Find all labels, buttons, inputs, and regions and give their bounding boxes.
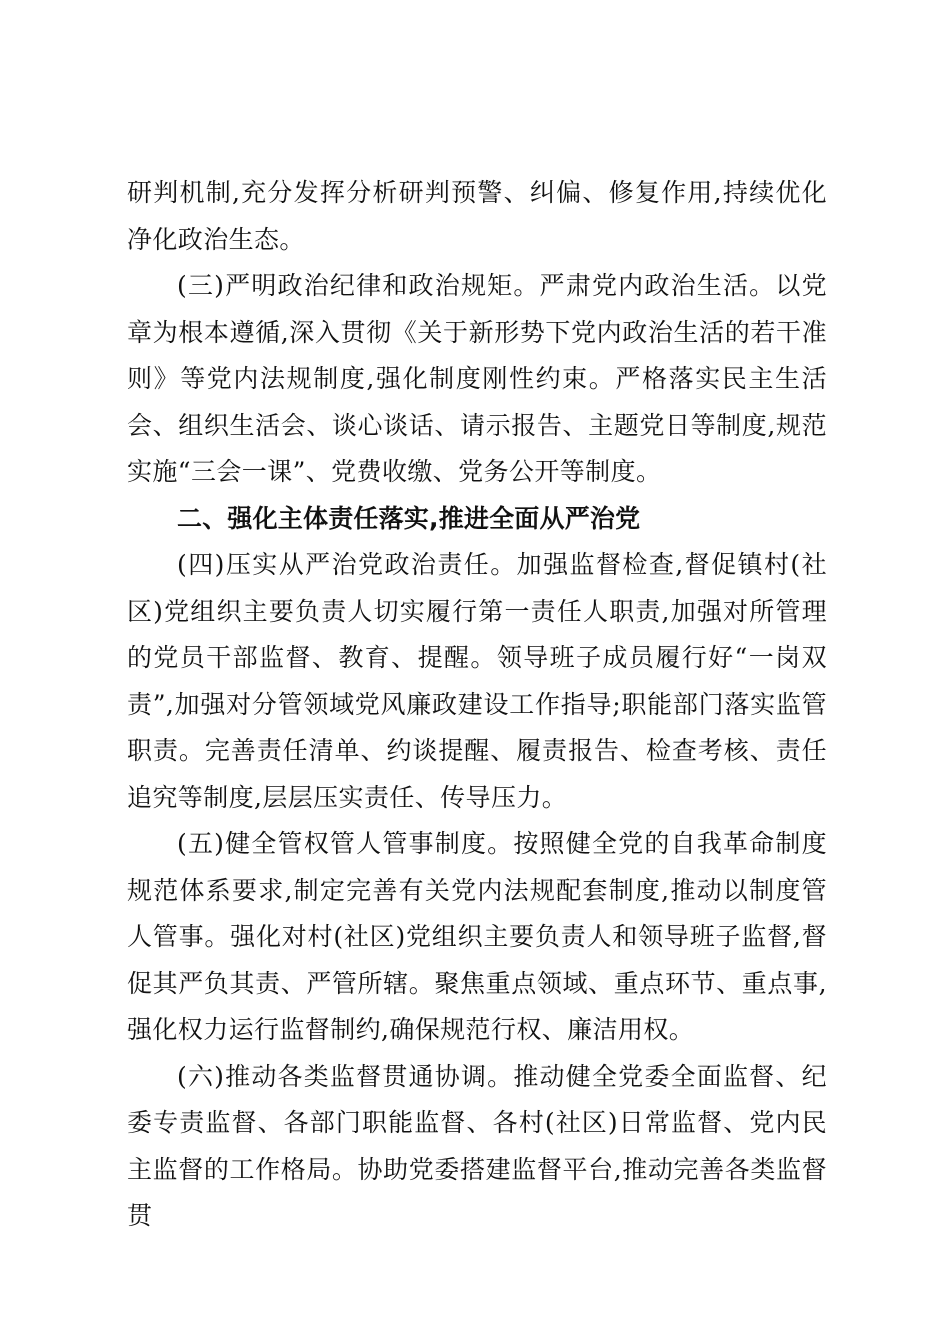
paragraph-item-3: (三)严明政治纪律和政治规矩。严肃党内政治生活。以党章为根本遵循,深入贯彻《关于新形势下党内政治生活的若干准则》等党内法规制度,强化制度刚性约束。严格落实民主生活会、组织生活会、谈心谈话、请示报告、主题党日等制度,规范实施“三会一课”、党费收缴、党务公开等制度。	[127, 271, 827, 486]
section-heading-2: 二、强化主体责任落实,推进全面从严治党	[177, 503, 641, 533]
document-body	[127, 170, 827, 1240]
paragraph-continuation: 研判机制,充分发挥分析研判预警、纠偏、修复作用,持续优化净化政治生态。	[127, 178, 827, 254]
paragraph-item-4: (四)压实从严治党政治责任。加强监督检查,督促镇村(社区)党组织主要负责人切实履行第一责任人职责,加强对所管理的党员干部监督、教育、提醒。领导班子成员履行好“一岗双责”,加强对分管领域党风廉政建设工作指导;职能部门落实监管职责。完善责任清单、约谈提醒、履责报告、检查考核、责任追究等制度,层层压实责任、传导压力。	[127, 550, 827, 812]
paragraph-item-5: (五)健全管权管人管事制度。按照健全党的自我革命制度规范体系要求,制定完善有关党内法规配套制度,推动以制度管人管事。强化对村(社区)党组织主要负责人和领导班子监督,督促其严负其责、严管所辖。聚焦重点领域、重点环节、重点事,强化权力运行监督制约,确保规范行权、廉洁用权。	[127, 829, 827, 1044]
paragraph-item-6: (六)推动各类监督贯通协调。推动健全党委全面监督、纪委专责监督、各部门职能监督、各村(社区)日常监督、党内民主监督的工作格局。协助党委搭建监督平台,推动完善各类监督贯	[127, 1061, 827, 1230]
